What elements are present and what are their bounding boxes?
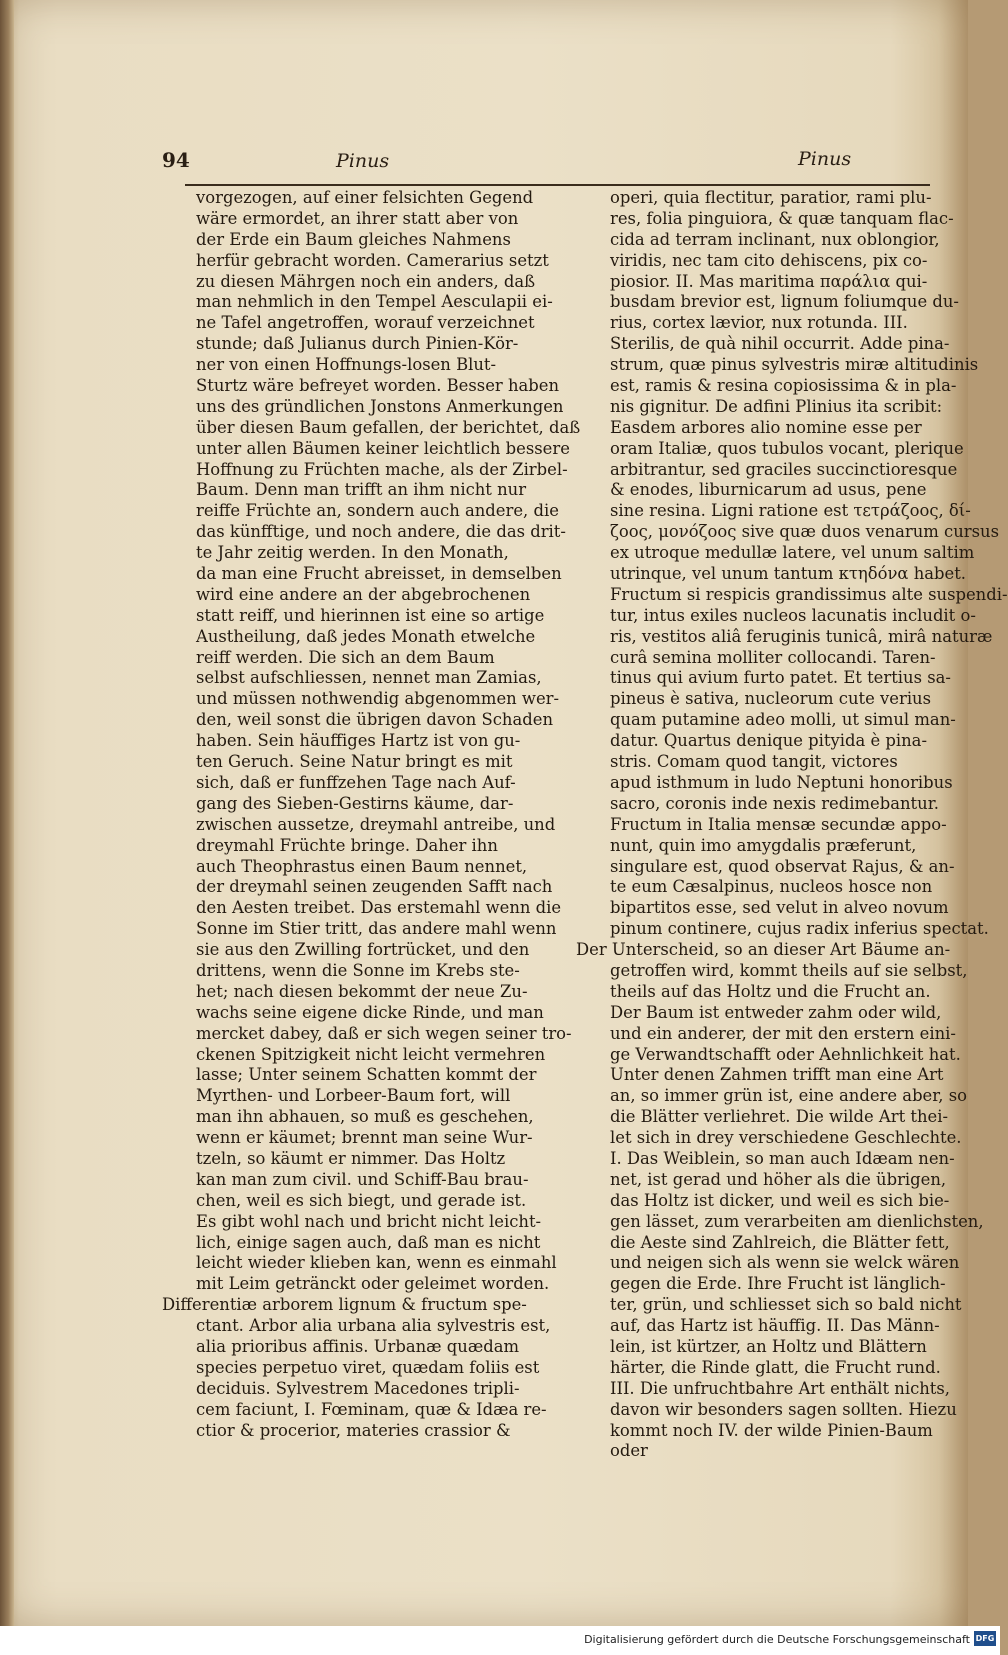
text-line: net, ist gerad und höher als die übrigen, [610, 1169, 947, 1189]
text-line: cem faciunt, I. Fœminam, quæ & Idæa re- [196, 1399, 547, 1419]
text-line: Baum. Denn man trifft an ihm nicht nur [196, 480, 527, 500]
text-line: auch Theophrastus einen Baum nennet, [196, 856, 528, 876]
running-title-right: Pinus [798, 148, 852, 170]
page-number: 94 [162, 148, 190, 172]
running-head [0, 148, 968, 178]
text-line: Austheilung, daß jedes Monath etwelche [196, 626, 536, 646]
left-text-column [162, 188, 581, 1441]
text-line: lasse; Unter seinem Schatten kommt der [196, 1065, 537, 1085]
text-line: reiffe Früchte an, sondern auch andere, die [196, 501, 559, 521]
text-line: arbitrantur, sed graciles succinctioresque [610, 459, 958, 479]
text-line: sacro, coronis inde nexis redimebantur. [610, 793, 939, 813]
text-line: nunt, quin imo amygdalis præferunt, [610, 835, 917, 855]
text-line: davon wir besonders sagen sollten. Hiezu [610, 1399, 957, 1419]
text-line: I. Das Weiblein, so man auch Idæam nen- [610, 1148, 955, 1168]
text-line: auf, das Hartz ist häuffig. II. Das Männ- [610, 1316, 940, 1336]
text-line: tinus qui avium furto patet. Et tertius sa- [610, 668, 951, 688]
running-title-left: Pinus [336, 150, 390, 172]
text-line: ris, vestitos aliâ feruginis tunicâ, mirâ naturæ [610, 626, 993, 646]
text-line: res, folia pinguiora, & quæ tanquam flac- [610, 208, 954, 228]
text-line: pineus è sativa, nucleorum cute verius [610, 689, 932, 709]
text-line: gen lässet, zum verarbeiten am dienlichsten, [610, 1211, 984, 1231]
text-line: ne Tafel angetroffen, worauf verzeichnet [196, 313, 535, 333]
funding-credit: Digitalisierung gefördert durch die Deutsche Forschungsgemeinschaft [584, 1633, 970, 1646]
text-line: & enodes, liburnicarum ad usus, pene [610, 480, 927, 500]
text-line: den Aesten treibet. Das erstemahl wenn die [196, 898, 562, 918]
text-line: oram Italiæ, quos tubulos vocant, plerique [610, 438, 964, 458]
text-line: die Blätter verliehret. Die wilde Art thei- [610, 1107, 949, 1127]
text-line: wenn er käumet; brennt man seine Wur- [196, 1128, 533, 1148]
header-rule [185, 184, 930, 186]
text-line: stunde; daß Julianus durch Pinien-Kör- [196, 334, 519, 354]
text-line: ctior & procerior, materies crassior & [196, 1420, 511, 1440]
dfg-logo: DFG [974, 1631, 996, 1646]
text-line: het; nach diesen bekommt der neue Zu- [196, 981, 528, 1001]
text-line: theils auf das Holtz und die Frucht an. [610, 981, 931, 1001]
digitization-footer [0, 1626, 1000, 1655]
text-line: tur, intus exiles nucleos lacunatis includit o- [610, 605, 976, 625]
text-line: Hoffnung zu Früchten mache, als der Zirbel- [196, 459, 568, 479]
text-line: ex utroque medullæ latere, vel unum saltim [610, 543, 975, 563]
text-line: da man eine Frucht abreisset, in demselben [196, 564, 562, 584]
text-line: lich, einige sagen auch, daß man es nicht [196, 1232, 541, 1252]
text-line: Myrthen- und Lorbeer-Baum fort, will [196, 1086, 511, 1106]
text-line: und ein anderer, der mit den erstern eini- [610, 1023, 956, 1043]
text-line: singulare est, quod observat Rajus, & an- [610, 856, 955, 876]
text-line: herfür gebracht worden. Camerarius setzt [196, 250, 549, 270]
text-line: kommt noch IV. der wilde Pinien-Baum [610, 1420, 933, 1440]
text-line: te eum Cæsalpinus, nucleos hosce non [610, 877, 933, 897]
text-line: der Erde ein Baum gleiches Nahmens [196, 229, 511, 249]
text-line: datur. Quartus denique pityida è pina- [610, 731, 927, 751]
text-line: stris. Comam quod tangit, victores [610, 752, 898, 772]
text-line: strum, quæ pinus sylvestris miræ altitudinis [610, 355, 979, 375]
text-line: den, weil sonst die übrigen davon Schaden [196, 710, 554, 730]
text-line: ckenen Spitzigkeit nicht leicht vermehren [196, 1044, 546, 1064]
text-line: wäre ermordet, an ihrer statt aber von [196, 208, 519, 228]
text-line: bipartitos esse, sed velut in alveo novum [610, 898, 949, 918]
text-line: Sonne im Stier tritt, das andere mahl wenn [196, 919, 557, 939]
text-line: alia prioribus affinis. Urbanæ quædam [196, 1336, 520, 1356]
text-line: III. Die unfruchtbahre Art enthält nichts, [610, 1378, 951, 1398]
text-line: vorgezogen, auf einer felsichten Gegend [196, 188, 534, 207]
text-line: sine resina. Ligni ratione est τετράζοος, δί- [610, 501, 971, 521]
text-line: und müssen nothwendig abgenommen wer- [196, 689, 560, 709]
text-line: apud isthmum in ludo Neptuni honoribus [610, 772, 953, 792]
text-line: getroffen wird, kommt theils auf sie selbst, [610, 960, 968, 980]
text-line: drittens, wenn die Sonne im Krebs ste- [196, 960, 520, 980]
text-line: lein, ist kürtzer, an Holtz und Blättern [610, 1336, 927, 1356]
page-gutter [0, 0, 14, 1626]
text-line: statt reiff, und hierinnen ist eine so artige [196, 605, 545, 625]
text-line: Easdem arbores alio nomine esse per [610, 417, 922, 437]
text-line: Unter denen Zahmen trifft man eine Art [610, 1065, 944, 1085]
text-line: man ihn abhauen, so muß es geschehen, [196, 1107, 534, 1127]
text-line: sie aus den Zwilling fortrücket, und den [196, 940, 530, 960]
text-line: an, so immer grün ist, eine andere aber, so [610, 1086, 967, 1106]
text-line: cida ad terram inclinant, nux oblongior, [610, 229, 940, 249]
text-line: und neigen sich als wenn sie welck wären [610, 1253, 960, 1273]
text-line: haben. Sein häuffiges Hartz ist von gu- [196, 731, 521, 751]
text-line: das künfftige, und noch andere, die das drit- [196, 522, 566, 542]
text-line: nis gignitur. De adfini Plinius ita scribit: [610, 396, 943, 416]
text-line: tzeln, so käumt er nimmer. Das Holtz [196, 1148, 506, 1168]
text-line: busdam brevior est, lignum foliumque du- [610, 292, 959, 312]
text-line: reiff werden. Die sich an dem Baum [196, 647, 495, 667]
text-line: der dreymahl seinen zeugenden Safft nach [196, 877, 553, 897]
text-line: piosior. II. Mas maritima παράλια qui- [610, 271, 928, 291]
text-line: quam putamine adeo molli, ut simul man- [610, 710, 956, 730]
text-line: die Aeste sind Zahlreich, die Blätter fett, [610, 1232, 950, 1252]
text-line: chen, weil es sich biegt, und gerade ist. [196, 1190, 527, 1210]
text-line: pinum continere, cujus radix inferius spectat. [610, 919, 989, 939]
text-line: ten Geruch. Seine Natur bringt es mit [196, 752, 513, 772]
text-line: das Holtz ist dicker, und weil es sich bie- [610, 1190, 950, 1210]
text-line: ζοος, μονόζοος sive quæ duos venarum cursus [610, 522, 999, 542]
text-line: mit Leim getränckt oder geleimet worden. [196, 1274, 550, 1294]
text-line: deciduis. Sylvestrem Macedones tripli- [196, 1378, 520, 1398]
text-line: Der Unterscheid, so an dieser Art Bäume an- [576, 940, 951, 960]
text-line: wachs seine eigene dicke Rinde, und man [196, 1002, 544, 1022]
text-line: Differentiæ arborem lignum & fructum spe- [162, 1295, 527, 1315]
text-line: ter, grün, und schliesset sich so bald nicht [610, 1295, 962, 1315]
text-line: species perpetuo viret, quædam foliis est [196, 1357, 540, 1377]
text-line: oder [610, 1441, 648, 1461]
text-line: wird eine andere an der abgebrochenen [196, 584, 531, 604]
text-line: kan man zum civil. und Schiff-Bau brau- [196, 1169, 529, 1189]
text-line: utrinque, vel unum tantum κτηδόνα habet. [610, 564, 967, 584]
text-line: viridis, nec tam cito dehiscens, pix co- [610, 250, 928, 270]
text-line: unter allen Bäumen keiner leichtlich bessere [196, 438, 570, 458]
text-line: selbst aufschliessen, nennet man Zamias, [196, 668, 542, 688]
text-line: est, ramis & resina copiosissima & in pla- [610, 376, 957, 396]
text-line: man nehmlich in den Tempel Aesculapii ei- [196, 292, 553, 312]
text-line: härter, die Rinde glatt, die Frucht rund. [610, 1357, 941, 1377]
text-line: ctant. Arbor alia urbana alia sylvestris est, [196, 1316, 551, 1336]
text-line: dreymahl Früchte bringe. Daher ihn [196, 835, 498, 855]
text-line: let sich in drey verschiedene Geschlechte. [610, 1128, 962, 1148]
text-line: Sturtz wäre befreyet worden. Besser haben [196, 376, 560, 396]
text-line: ner von einen Hoffnungs-losen Blut- [196, 355, 497, 375]
text-line: operi, quia flectitur, paratior, rami plu- [610, 188, 932, 207]
text-line: rius, cortex lævior, nux rotunda. III. [610, 313, 908, 333]
text-line: mercket dabey, daß er sich wegen seiner tro- [196, 1023, 572, 1043]
text-line: te Jahr zeitig werden. In den Monath, [196, 543, 509, 563]
text-line: Sterilis, de quà nihil occurrit. Adde pina- [610, 334, 950, 354]
text-line: Es gibt wohl nach und bricht nicht leicht- [196, 1211, 542, 1231]
text-line: Fructum si respicis grandissimus alte suspendi- [610, 584, 1008, 604]
text-line: curâ semina molliter collocandi. Taren- [610, 647, 936, 667]
text-line: zwischen aussetze, dreymahl antreibe, und [196, 814, 556, 834]
text-line: leicht wieder klieben kan, wenn es einmahl [196, 1253, 557, 1273]
text-line: zu diesen Mährgen noch ein anders, daß [196, 271, 536, 291]
text-line: Fructum in Italia mensæ secundæ appo- [610, 814, 947, 834]
text-line: uns des gründlichen Jonstons Anmerkungen [196, 396, 564, 416]
right-text-column [576, 188, 1008, 1462]
text-line: sich, daß er funffzehen Tage nach Auf- [196, 772, 516, 792]
text-line: über diesen Baum gefallen, der berichtet, daß [196, 417, 581, 437]
text-line: ge Verwandtschafft oder Aehnlichkeit hat. [610, 1044, 961, 1064]
text-line: Der Baum ist entweder zahm oder wild, [610, 1002, 942, 1022]
text-line: gang des Sieben-Gestirns käume, dar- [196, 793, 514, 813]
text-line: gegen die Erde. Ihre Frucht ist länglich- [610, 1274, 946, 1294]
